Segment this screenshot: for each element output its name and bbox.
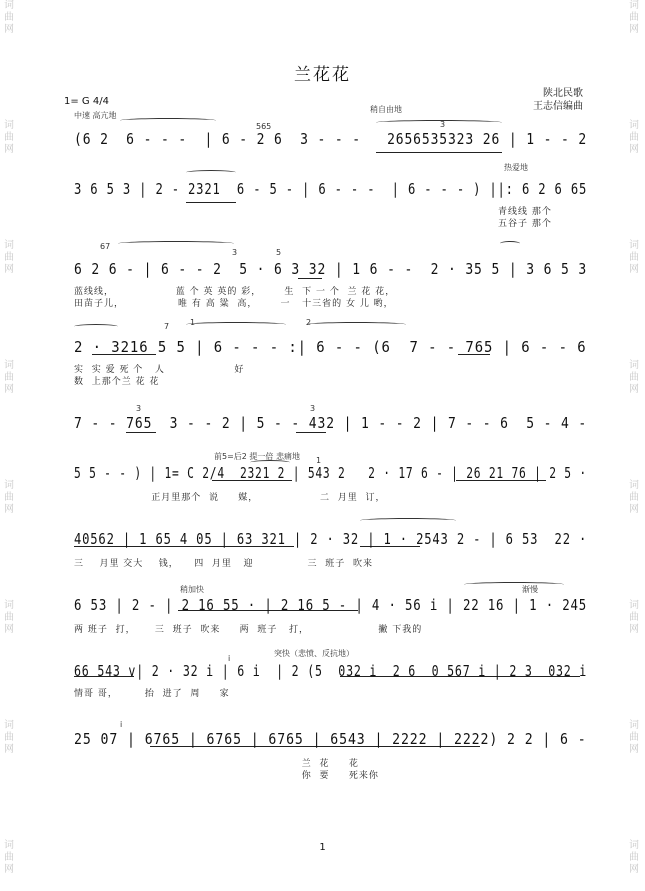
lyric-line: 兰 花 花 bbox=[74, 759, 359, 769]
lyric-line: 正月里那个 说 媒， 二 月里 订， bbox=[74, 493, 386, 503]
grace-note-annotation: 565 bbox=[256, 122, 272, 131]
tempo-change-annotation: 前5=后2 提一倍 悲痛地 bbox=[214, 452, 300, 461]
lyric-line: 田苗子儿， 唯 有 高 粱 高， 一 十三省的 女 儿 哟， bbox=[74, 299, 394, 309]
music-line-10: 25 07 | 6765 | 6765 | 6765 | 6543 | 2222 | 2222) 2 2 | 6 - bbox=[74, 730, 587, 748]
lyric-line: 数 上那个兰 花 花 bbox=[74, 377, 160, 387]
lyric-line: 情哥 哥， 抬 进了 周 家 bbox=[74, 689, 230, 699]
watermark-text: 词曲网 bbox=[629, 120, 639, 155]
lyric-line: 两 班子 打， 三 班子 吹来 两 班子 打， 撇 下我的 bbox=[74, 625, 423, 635]
ending-1-annotation: 1 bbox=[190, 318, 196, 327]
beam bbox=[376, 152, 502, 153]
lyric-line: 你 要 死来你 bbox=[74, 771, 379, 781]
watermark-text: 词曲网 bbox=[629, 480, 639, 515]
watermark-right bbox=[625, 0, 645, 891]
triplet-annotation: 3 bbox=[136, 404, 142, 413]
ending-2-annotation: 2 bbox=[306, 318, 312, 327]
expression-annotation: 突快（悲愤、反抗地） bbox=[274, 649, 354, 658]
triplet-annotation: 3 bbox=[440, 120, 446, 129]
music-line-8: 6 53 | 2 - | 2 16 55 · | 2 16 5 - | 4 · 56 i | 22 16 | 1 · 245 bbox=[74, 596, 588, 614]
watermark-text: 词曲网 bbox=[4, 0, 14, 35]
expression-annotation: 稍自由地 bbox=[370, 105, 402, 114]
watermark-text: 词曲网 bbox=[629, 840, 639, 875]
slur bbox=[74, 324, 118, 329]
lyric-line: 实 实 爱 死 个 人 好 bbox=[74, 365, 245, 375]
music-line-4: 2 · 3216 5 5 | 6 - - - :| 6 - - (6 7 - - 765 | 6 - - 6 bbox=[74, 338, 587, 356]
watermark-text: 词曲网 bbox=[4, 120, 14, 155]
grace-note-annotation: 7 bbox=[164, 322, 170, 331]
beam bbox=[126, 432, 156, 433]
watermark-text: 词曲网 bbox=[4, 240, 14, 275]
grace-note-annotation: i bbox=[228, 654, 231, 663]
origin-credit: 陕北民歌 bbox=[543, 88, 583, 99]
slur bbox=[360, 518, 456, 523]
grace-note-annotation: i bbox=[120, 720, 123, 729]
lyric-line: 蓝线线， 蓝 个 英 英的 彩， 生 下 一 个 兰 花 花， bbox=[74, 287, 396, 297]
grace-note-annotation: 1 bbox=[316, 456, 322, 465]
watermark-left bbox=[0, 0, 20, 891]
tempo-annotation: 渐慢 bbox=[522, 585, 538, 594]
watermark-text: 词曲网 bbox=[629, 360, 639, 395]
music-line-9: 66 543 v| 2 · 32 i | 6 i | 2 (5 032 i 2 6 0 567 i | 2 3 032 i bbox=[74, 662, 588, 680]
music-line-1: (6 2 6 - - - | 6 - 2 6 3 - - - 2656535323 26 | 1 - - 2 bbox=[74, 130, 588, 148]
lyric-line: 三 月里 交大 钱， 四 月里 迎 三 班子 吹来 bbox=[74, 559, 373, 569]
lyric-line: 五谷子 那个 bbox=[498, 219, 552, 229]
watermark-text: 词曲网 bbox=[4, 720, 14, 755]
slur bbox=[118, 241, 234, 246]
watermark-text: 词曲网 bbox=[4, 480, 14, 515]
song-title: 兰花花 bbox=[294, 65, 351, 85]
watermark-text: 词曲网 bbox=[629, 720, 639, 755]
music-line-3: 6 2 6 - | 6 - - 2 5 · 6 3 32 | 1 6 - - 2 · 35 5 | 3 6 5 3 bbox=[74, 260, 588, 278]
music-line-5: 7 - - 765 3 - - 2 | 5 - - 432 | 1 - - 2 | 7 - - 6 5 - 4 - bbox=[74, 414, 588, 432]
music-line-2: 3 6 5 3 | 2 - 2321 6 - 5 - | 6 - - - | 6 - - - ) ||: 6 2 6 65 bbox=[74, 180, 588, 198]
page-number: 1 bbox=[319, 842, 326, 853]
watermark-text: 词曲网 bbox=[629, 240, 639, 275]
watermark-text: 词曲网 bbox=[4, 840, 14, 875]
grace-note-annotation: 5 bbox=[276, 248, 282, 257]
grace-note-annotation: 3 bbox=[232, 248, 238, 257]
beam bbox=[298, 278, 322, 279]
slur bbox=[376, 120, 502, 125]
slur bbox=[464, 582, 564, 587]
slur bbox=[186, 170, 236, 175]
expression-annotation: 热爱地 bbox=[504, 163, 528, 172]
music-line-6: 5 5 - - ) | 1= C 2/4 2321 2 | 543 2 2 · 17 6 - | 26 21 76 | 2 5 · bbox=[74, 464, 587, 482]
watermark-text: 词曲网 bbox=[629, 600, 639, 635]
beam bbox=[186, 202, 236, 203]
lyric-line: 青线线 那个 bbox=[498, 207, 552, 217]
watermark-text: 词曲网 bbox=[4, 360, 14, 395]
grace-note-annotation: 67 bbox=[100, 242, 111, 251]
arranger-credit: 王志信编曲 bbox=[533, 101, 583, 112]
watermark-text: 词曲网 bbox=[4, 600, 14, 635]
ending-bracket bbox=[186, 322, 286, 327]
watermark-text: 词曲网 bbox=[629, 0, 639, 35]
triplet-annotation: 3 bbox=[310, 404, 316, 413]
ending-bracket bbox=[306, 322, 406, 327]
slur bbox=[120, 118, 216, 123]
beam bbox=[296, 432, 326, 433]
music-line-7: 40562 | 1 65 4 05 | 63 321 | 2 · 32 | 1 · 2543 2 - | 6 53 22 · bbox=[74, 530, 588, 548]
key-signature: 1= G 4/4 bbox=[64, 96, 109, 107]
tempo-marking: 中速 高亢地 bbox=[74, 111, 117, 120]
tempo-annotation: 稍加快 bbox=[180, 585, 204, 594]
slur bbox=[500, 241, 520, 246]
